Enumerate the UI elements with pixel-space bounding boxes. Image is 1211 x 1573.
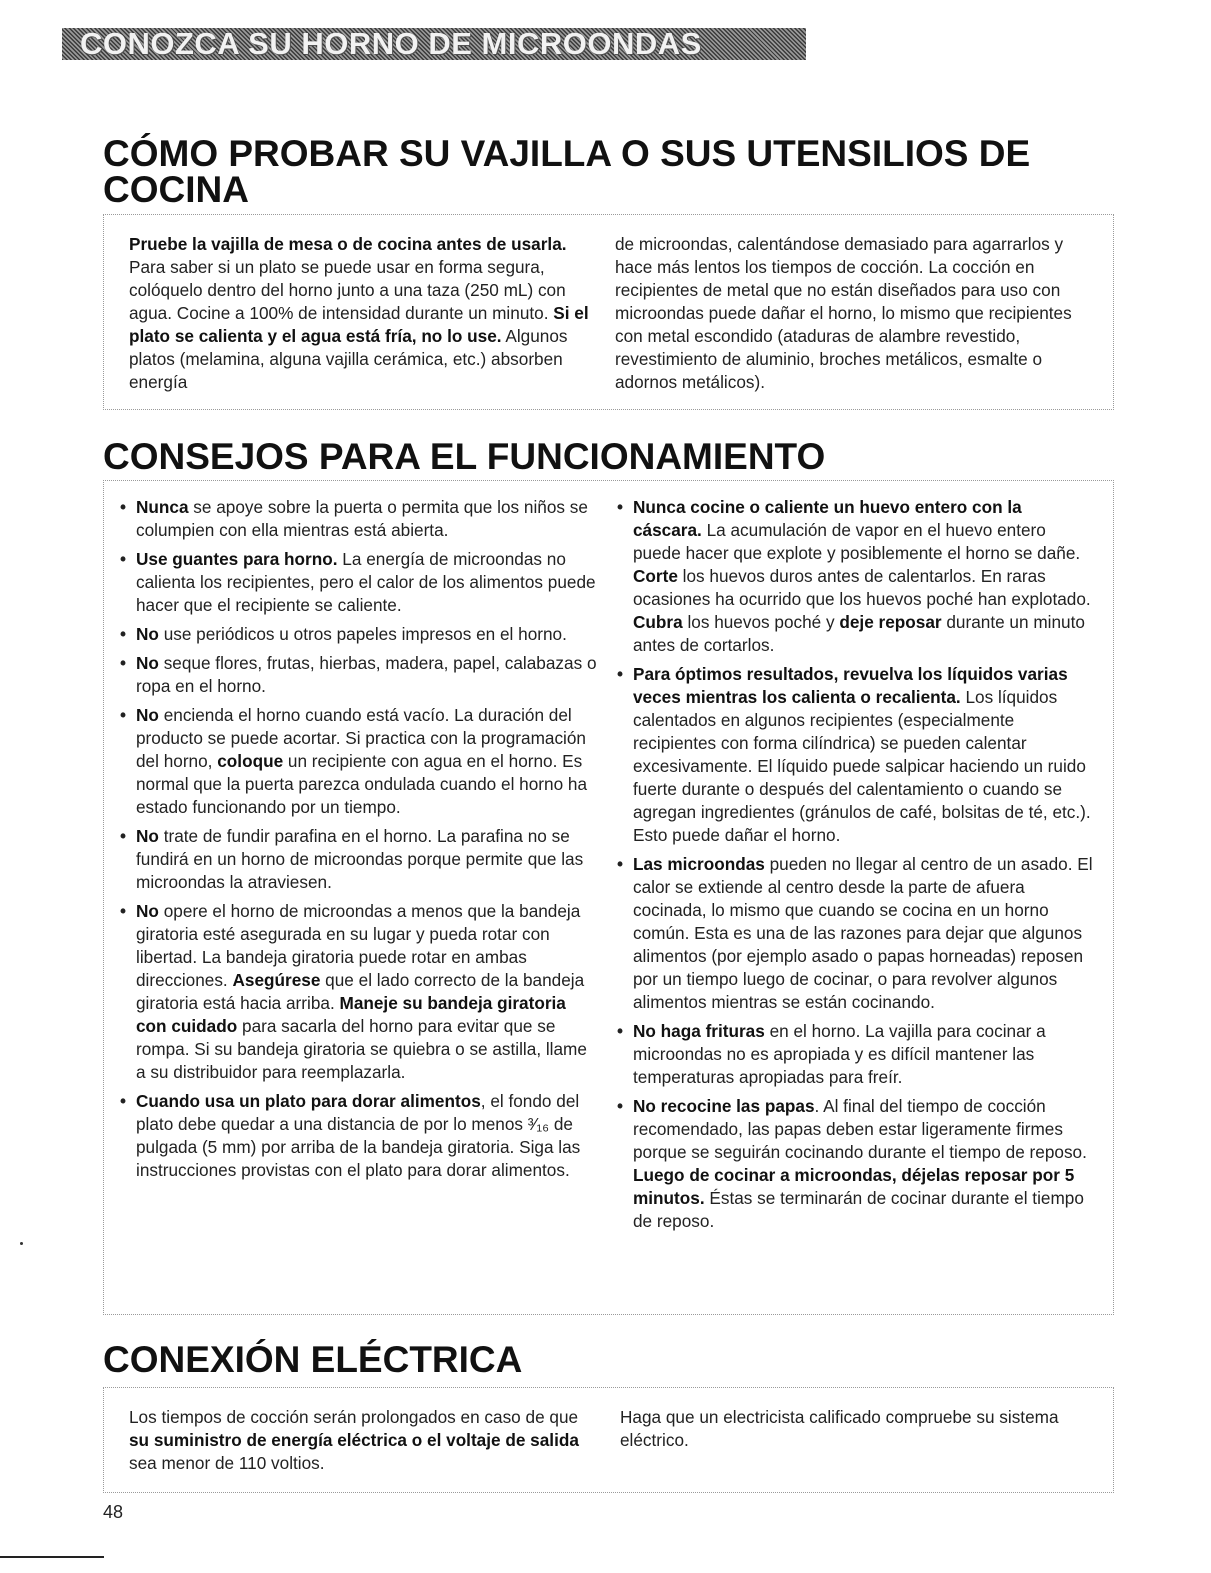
electrical-box <box>103 1387 1114 1493</box>
list-item: • No use periódicos u otros papeles impresos en el horno. <box>118 623 598 646</box>
list-item: • No trate de fundir parafina en el horno. La parafina no se fundirá en un horno de microondas porque permite que las microondas la atraviesen. <box>118 825 598 894</box>
scan-speck <box>20 1242 23 1245</box>
utensils-col-left <box>129 233 599 394</box>
footer-rule <box>0 1556 104 1558</box>
utensils-paragraph-2: de microondas, calentándose demasiado para agarrarlos y hace más lentos los tiempos de cocción. La cocción en recipientes de metal que no están diseñados para uso con microondas puede dañar el horno, lo mismo que recipientes con metal escondido (ataduras de alambre revestido, revestimiento de aluminio, broches metálicos, esmalte o adornos metálicos). <box>615 234 1072 392</box>
utensils-box <box>103 214 1114 410</box>
electrical-col-left <box>129 1406 579 1475</box>
list-item: • No haga frituras en el horno. La vajilla para cocinar a microondas no es apropiada y es difícil mantener las temperaturas apropiadas para freír. <box>615 1020 1095 1089</box>
section-title-utensils: CÓMO PROBAR SU VAJILLA O SUS UTENSILIOS DE COCINA <box>103 133 1031 210</box>
list-item: • Cuando usa un plato para dorar alimentos, el fondo del plato debe quedar a una distancia de por lo menos ³⁄₁₆ de pulgada (5 mm) por arriba de la bandeja giratoria. Siga las instrucciones provistas con el plato para dorar alimentos. <box>118 1090 598 1182</box>
list-item: • No seque flores, frutas, hierbas, madera, papel, calabazas o ropa en el horno. <box>118 652 598 698</box>
electrical-paragraph-1: Los tiempos de cocción serán prolongados en caso de que su suministro de energía eléctrica o el voltaje de salida sea menor de 110 voltios. <box>129 1407 579 1473</box>
utensils-col-right <box>615 233 1095 394</box>
section-title-electrical: CONEXIÓN ELÉCTRICA <box>103 1339 523 1380</box>
list-item: • No opere el horno de microondas a menos que la bandeja giratoria esté asegurada en su lugar y pueda rotar con libertad. La bandeja giratoria puede rotar en ambas direcciones. Asegúrese que el lado correcto de la bandeja giratoria está hacia arriba. Maneje su bandeja giratoria con cuidado para sacarla del horno para evitar que se rompa. Si su bandeja giratoria se quiebra o se astilla, llame a su distribuidor para reemplazarla. <box>118 900 598 1084</box>
tips-col-left <box>118 496 598 1188</box>
list-item: • Para óptimos resultados, revuelva los líquidos varias veces mientras los calienta o recalienta. Los líquidos calentados en algunos recipientes (especialmente recipientes con forma cilíndrica) se pueden calentar excesivamente. El líquido puede salpicar haciendo un ruido fuerte durante o después del calentamiento o cuando se agregan ingredientes (gránulos de café, bolsitas de té, etc.). Esto puede dañar el horno. <box>615 663 1095 847</box>
electrical-paragraph-2: Haga que un electricista calificado compruebe su sistema eléctrico. <box>620 1407 1059 1450</box>
tips-box <box>103 480 1114 1315</box>
list-item: • No recocine las papas. Al final del tiempo de cocción recomendado, las papas deben estar ligeramente firmes porque se seguirán cocinando durante el tiempo de reposo. Luego de cocinar a microondas, déjelas reposar por 5 minutos. Éstas se terminarán de cocinar durante el tiempo de reposo. <box>615 1095 1095 1233</box>
page-number: 48 <box>103 1502 124 1522</box>
list-item: • Use guantes para horno. La energía de microondas no calienta los recipientes, pero el calor de los alimentos puede hacer que el recipiente se caliente. <box>118 548 598 617</box>
list-item: • Las microondas pueden no llegar al centro de un asado. El calor se extiende al centro desde la parte de afuera cocinada, lo mismo que cuando se cocina en un horno común. Esta es una de las razones para dejar que algunos alimentos (por ejemplo asado o papas horneadas) reposen por un tiempo luego de cocinar, o para revolver algunos alimentos mientras se están cocinando. <box>615 853 1095 1014</box>
list-item: • Nunca se apoye sobre la puerta o permita que los niños se columpien con ella mientras está abierta. <box>118 496 598 542</box>
electrical-col-right <box>620 1406 1090 1452</box>
section-title-tips: CONSEJOS PARA EL FUNCIONAMIENTO <box>103 436 826 477</box>
header-banner-text: CONOZCA SU HORNO DE MICROONDAS <box>80 26 702 61</box>
tips-col-right <box>615 496 1095 1239</box>
list-item: • No encienda el horno cuando está vacío. La duración del producto se puede acortar. Si practica con la programación del horno, coloque un recipiente con agua en el horno. Es normal que la puerta parezca ondulada cuando el horno ha estado funcionando por un tiempo. <box>118 704 598 819</box>
list-item: • Nunca cocine o caliente un huevo entero con la cáscara. La acumulación de vapor en el huevo entero puede hacer que explote y posiblemente el horno se dañe. Corte los huevos duros antes de calentarlos. En raras ocasiones ha ocurrido que los huevos poché han explotado. Cubra los huevos poché y deje reposar durante un minuto antes de cortarlos. <box>615 496 1095 657</box>
utensils-paragraph-1: Pruebe la vajilla de mesa o de cocina antes de usarla. Para saber si un plato se puede usar en forma segura, colóquelo dentro del horno junto a una taza (250 mL) con agua. Cocine a 100% de intensidad durante un minuto. Si el plato se calienta y el agua está fría, no lo use. Algunos platos (melamina, alguna vajilla cerámica, etc.) absorben energía <box>129 234 589 392</box>
